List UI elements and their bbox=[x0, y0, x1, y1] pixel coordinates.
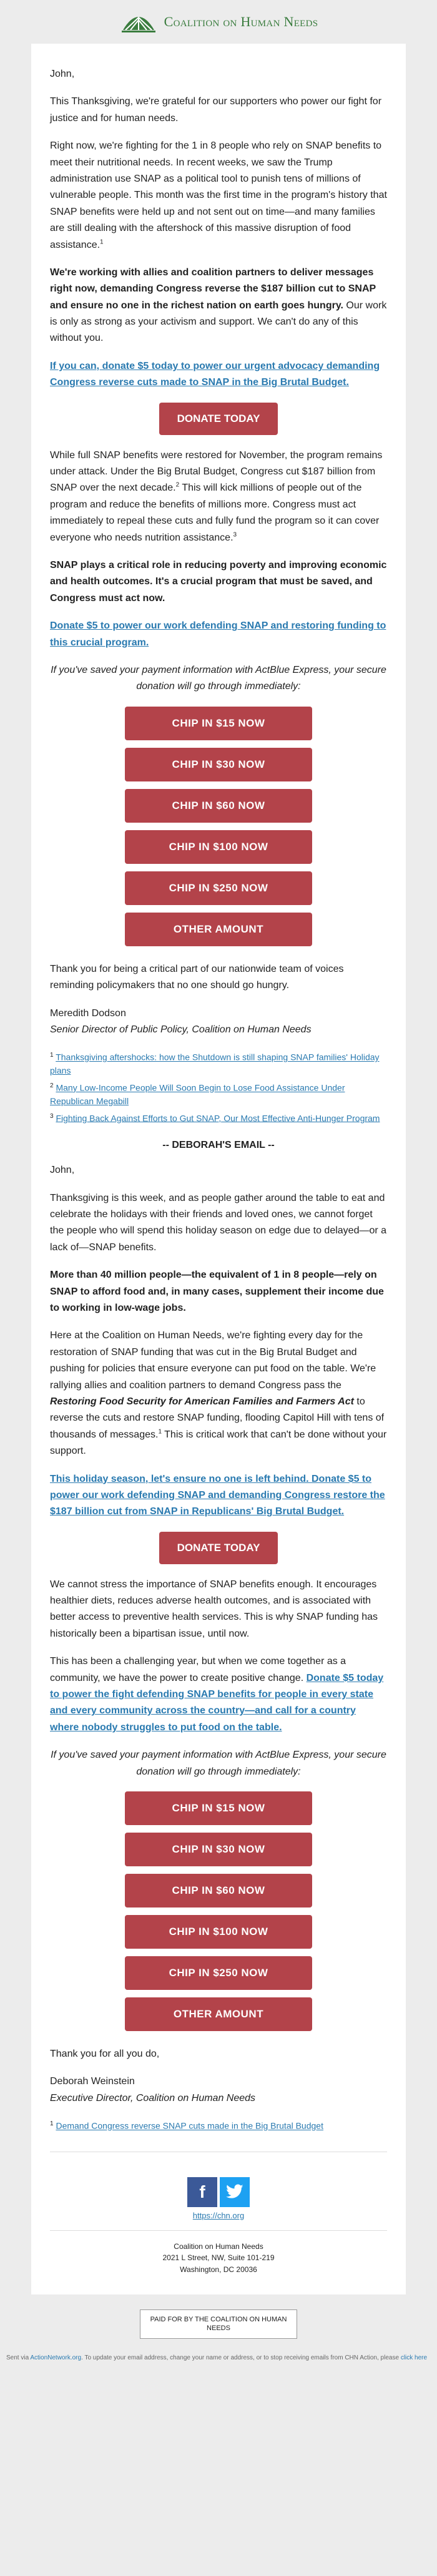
signature-name: Meredith Dodson bbox=[50, 1007, 126, 1019]
chip-in-30-button[interactable]: CHIP IN $30 NOW bbox=[125, 748, 312, 781]
signature-name: Deborah Weinstein bbox=[50, 2076, 135, 2087]
footnote-link[interactable]: Fighting Back Against Efforts to Gut SNAP, Our Most Effective Anti-Hunger Program bbox=[56, 1113, 380, 1124]
postal-address: Coalition on Human Needs 2021 L Street, NW, Suite 101-219 Washington, DC 20036 bbox=[162, 2241, 275, 2274]
paragraph: This has been a challenging year, but when we come together as a community, we have the power to create positive change. Donate $5 today to power the fight defending SNAP benefits for people in every state and every community across the country—and call for a country where nobody struggles to put food on the table. bbox=[50, 1656, 384, 1733]
other-amount-button[interactable]: OTHER AMOUNT bbox=[125, 1997, 312, 2031]
footnote-link[interactable]: Many Low-Income People Will Soon Begin to Lose Food Assistance Under Republican Megabill bbox=[50, 1082, 345, 1106]
paragraph: Thanksgiving is this week, and as people gather around the table to eat and celebrate the holidays with their friends and loved ones, we cannot forget the people who will spend this holiday season on edge due to delayed—or a lack of—SNAP benefits. bbox=[50, 1192, 387, 1253]
facebook-icon[interactable]: f bbox=[187, 2177, 217, 2207]
footnotes bbox=[50, 1050, 387, 1125]
footnote: $^1$ Demand Congress reverse SNAP cuts made in the Big Brutal Budget bbox=[50, 2120, 323, 2131]
other-amount-button[interactable]: OTHER AMOUNT bbox=[125, 913, 312, 946]
chip-in-buttons bbox=[50, 1791, 387, 2031]
footnote: $^3$ Fighting Back Against Efforts to Gut SNAP, Our Most Effective Anti-Hunger Program bbox=[50, 1112, 380, 1124]
footnote-ref[interactable]: 1 bbox=[100, 238, 104, 246]
actionnetwork-link[interactable]: ActionNetwork.org bbox=[30, 2354, 82, 2362]
actblue-note: If you've saved your payment information with ActBlue Express, your secure donation will go through immediately: bbox=[51, 664, 386, 692]
donate-link[interactable]: Donate $5 today to power the fight defending SNAP benefits for people in every state and every community across the country—and call for a country where nobody struggles to put food on the table. bbox=[50, 1672, 384, 1733]
paragraph: Thank you for being a critical part of our nationwide team of voices reminding policymakers that no one should go hungry. bbox=[50, 963, 344, 991]
chip-in-100-button[interactable]: CHIP IN $100 NOW bbox=[125, 830, 312, 864]
unsubscribe-note: Sent via ActionNetwork.org. To update your email address, change your name or address, or to stop receiving emails from CHN Action, please click here bbox=[6, 2354, 428, 2362]
paragraph: We cannot stress the importance of SNAP benefits enough. It encourages healthier diets, reduces adverse health outcomes, and is associated with better access to preventive health services. This is why SNAP funding has historically been a bipartisan issue, until now. bbox=[50, 1579, 378, 1639]
paragraph: While full SNAP benefits were restored for November, the program remains under attack. Under the Big Brutal Budget, Congress cut $187 billion from SNAP over the next decade.$^2$ This will kick millions of people out of the program and reduce the benefits of millions more. Congress must act immediately to repeal these cuts and fully fund the program so it can cover everyone who needs nutrition assistance.$^3$ bbox=[50, 449, 383, 543]
footnote-link[interactable]: Thanksgiving aftershocks: how the Shutdown is still shaping SNAP families' Holiday plans bbox=[50, 1052, 380, 1075]
footnote-link[interactable]: Demand Congress reverse SNAP cuts made in the Big Brutal Budget bbox=[56, 2120, 323, 2131]
email-header bbox=[0, 0, 437, 44]
greeting: John, bbox=[50, 69, 75, 79]
chip-in-250-button[interactable]: CHIP IN $250 NOW bbox=[125, 871, 312, 905]
actblue-note: If you've saved your payment information with ActBlue Express, your secure donation will go through immediately: bbox=[51, 1750, 386, 1777]
signature-title: Senior Director of Public Policy, Coalition on Human Needs bbox=[50, 1024, 312, 1035]
donate-button[interactable]: DONATE TODAY bbox=[159, 403, 278, 435]
paragraph: SNAP plays a critical role in reducing poverty and improving economic and health outcomes. It's a crucial program that must be saved, and Congress must act now. bbox=[50, 559, 387, 604]
donate-button[interactable]: DONATE TODAY bbox=[159, 1532, 278, 1564]
paid-for-disclaimer: PAID FOR BY THE COALITION ON HUMAN NEEDS bbox=[140, 2309, 297, 2339]
footnotes bbox=[50, 2119, 387, 2133]
signature bbox=[50, 2074, 387, 2107]
twitter-icon[interactable] bbox=[220, 2177, 250, 2207]
greeting: John, bbox=[50, 1165, 75, 1176]
email-separator: -- DEBORAH'S EMAIL -- bbox=[162, 1140, 275, 1151]
donate-link[interactable]: Donate $5 to power our work defending SNAP and restoring funding to this crucial program. bbox=[50, 620, 386, 648]
footnote-ref[interactable]: 1 bbox=[158, 1428, 162, 1436]
paragraph: This Thanksgiving, we're grateful for our supporters who power our fight for justice and for human needs. bbox=[50, 96, 382, 124]
chip-in-250-button[interactable]: CHIP IN $250 NOW bbox=[125, 1956, 312, 1990]
chip-in-30-button[interactable]: CHIP IN $30 NOW bbox=[125, 1833, 312, 1866]
footnote-ref[interactable]: 3 bbox=[233, 531, 237, 539]
chip-in-15-button[interactable]: CHIP IN $15 NOW bbox=[125, 1791, 312, 1825]
chip-in-buttons bbox=[50, 707, 387, 946]
footnote: $^1$ Thanksgiving aftershocks: how the Shutdown is still shaping SNAP families' Holiday plans bbox=[50, 1052, 380, 1075]
signature bbox=[50, 1006, 387, 1039]
signature-title: Executive Director, Coalition on Human Needs bbox=[50, 2092, 256, 2103]
paragraph: More than 40 million people—the equivalent of 1 in 8 people—rely on SNAP to afford food and, in many cases, supplement their income due to working in low-wage jobs. bbox=[50, 1270, 384, 1313]
org-logo-icon bbox=[119, 9, 158, 35]
paragraph: Thank you for all you do, bbox=[50, 2048, 160, 2059]
email-body bbox=[31, 44, 406, 2294]
footnote: $^2$ Many Low-Income People Will Soon Begin to Lose Food Assistance Under Republican Megabill bbox=[50, 1082, 345, 1106]
social-links bbox=[50, 2177, 387, 2207]
chip-in-60-button[interactable]: CHIP IN $60 NOW bbox=[125, 789, 312, 823]
chip-in-100-button[interactable]: CHIP IN $100 NOW bbox=[125, 1915, 312, 1949]
paragraph: Here at the Coalition on Human Needs, we're fighting every day for the restoration of SNAP funding that was cut in the Big Brutal Budget and pushing for policies that ensure everyone can put food on the table. We're rallying allies and coalition partners to demand Congress pass the Restoring Food Security for American Families and Farmers Act to reverse the cuts and restore SNAP funding, flooding Capitol Hill with tens of thousands of messages.$^1$ This is critical work that can't be done without your support. bbox=[50, 1330, 387, 1457]
chip-in-60-button[interactable]: CHIP IN $60 NOW bbox=[125, 1874, 312, 1908]
unsubscribe-link[interactable]: click here bbox=[400, 2354, 428, 2362]
footnote-ref[interactable]: 2 bbox=[175, 482, 180, 489]
website-link[interactable]: https://chn.org bbox=[192, 2210, 245, 2220]
donate-link[interactable]: This holiday season, let's ensure no one is left behind. Donate $5 to power our work defending SNAP and demanding Congress restore the $187 billion cut from SNAP in Republicans' Big Brutal Budget. bbox=[50, 1473, 385, 1517]
donate-link[interactable]: If you can, donate $5 today to power our urgent advocacy demanding Congress reverse cuts made to SNAP in the Big Brutal Budget. bbox=[50, 360, 380, 388]
paragraph: Right now, we're fighting for the 1 in 8 people who rely on SNAP benefits to meet their nutritional needs. In recent weeks, we saw the Trump administration use SNAP as a political tool to punish tens of millions of vulnerable people. This month was the first time in the program's history that SNAP benefits were held up and not sent out on time—and many families are still dealing with the aftershock of this massive disruption of food assistance.$^1$ bbox=[50, 140, 387, 250]
paragraph: We're working with allies and coalition partners to deliver messages right now, demanding Congress reverse the $187 billion cut to SNAP and ensure no one in the richest nation on earth goes hungry. Our work is only as strong as your activism and support. We can't do any of this without you. bbox=[50, 267, 387, 344]
chip-in-15-button[interactable]: CHIP IN $15 NOW bbox=[125, 707, 312, 740]
org-name: Coalition on Human Needs bbox=[164, 14, 318, 29]
divider bbox=[50, 2230, 387, 2231]
